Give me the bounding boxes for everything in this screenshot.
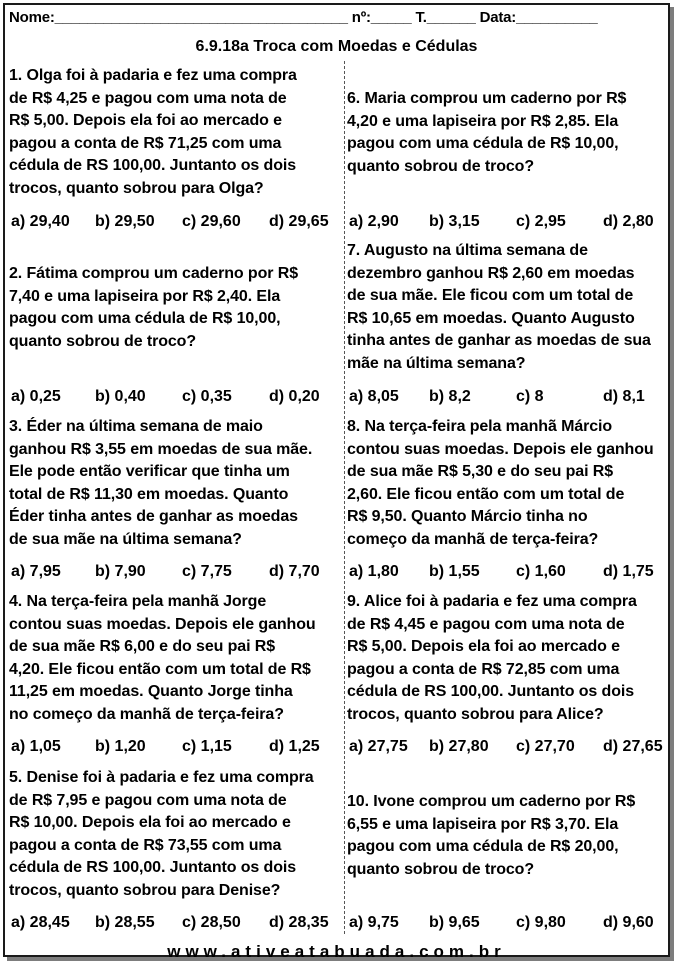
question-10-text: 10. Ivone comprou um caderno por R$ 6,55 e uma lapiseira por R$ 3,70. Ela pagou com uma cédula de R$ 20,00, quanto sobrou de troco? [347, 793, 636, 878]
option-a[interactable]: a) 28,45 [11, 914, 70, 931]
option-b[interactable]: b) 28,55 [95, 914, 155, 931]
question-2-text: 2. Fátima comprou um caderno por R$ 7,40 e uma lapiseira por R$ 2,40. Ela pagou com uma cédula de R$ 10,00, quanto sobrou de troco? [9, 265, 299, 350]
option-b[interactable]: b) 8,2 [429, 388, 471, 405]
option-d[interactable]: d) 2,80 [603, 213, 654, 230]
option-d[interactable]: d) 27,65 [603, 738, 663, 755]
option-c[interactable]: c) 28,50 [182, 914, 241, 931]
option-d[interactable]: d) 9,60 [603, 914, 654, 931]
option-b[interactable]: b) 9,65 [429, 914, 480, 931]
question-5-text: 5. Denise foi à padaria e fez uma compra de R$ 7,95 e pagou com uma nota de R$ 10,00. Depois ela foi ao mercado e pagou a conta de R$ 73,55 com uma cédula de RS 100,00. Juntanto os dois trocos, quanto sobrou para Denise? [9, 769, 314, 899]
option-a[interactable]: a) 2,90 [349, 213, 399, 230]
option-a[interactable]: a) 0,25 [11, 388, 61, 405]
option-a[interactable]: a) 9,75 [349, 914, 399, 931]
option-c[interactable]: c) 29,60 [182, 213, 241, 230]
website-footer[interactable]: www.ativeatabuada.com.br [167, 942, 506, 961]
option-d[interactable]: d) 0,20 [269, 388, 320, 405]
student-info-line: Nome:____________________________________ nº:_____ T.______ Data:__________ [9, 9, 598, 26]
question-8-text: 8. Na terça-feira pela manhã Márcio contou suas moedas. Depois ele ganhou de sua mãe R$ 5,30 e do seu pai R$ 2,60. Ele ficou então com um total de R$ 9,50. Quanto Márcio tinha no começo da manhã de terça-feira? [347, 418, 654, 548]
option-d[interactable]: d) 28,35 [269, 914, 329, 931]
worksheet [3, 3, 670, 961]
question-3-text: 3. Éder na última semana de maio ganhou R$ 3,55 em moedas de sua mãe. Ele pode então verificar que tinha um total de R$ 11,30 em moedas. Quanto Éder tinha antes de ganhar as moedas de sua mãe na última semana? [9, 418, 313, 548]
option-d[interactable]: d) 8,1 [603, 388, 645, 405]
option-b[interactable]: b) 27,80 [429, 738, 489, 755]
option-c[interactable]: c) 7,75 [182, 563, 232, 580]
option-b[interactable]: b) 1,20 [95, 738, 146, 755]
option-a[interactable]: a) 1,80 [349, 563, 399, 580]
question-4-text: 4. Na terça-feira pela manhã Jorge contou suas moedas. Depois ele ganhou de sua mãe R$ 6,00 e do seu pai R$ 4,20. Ele ficou então com um total de R$ 11,25 em moedas. Quanto Jorge tinha no começo da manhã de terça-feira? [9, 593, 316, 723]
question-6-text: 6. Maria comprou um caderno por R$ 4,20 e uma lapiseira por R$ 2,85. Ela pagou com uma cédula de R$ 10,00, quanto sobrou de troco? [347, 90, 627, 175]
option-b[interactable]: b) 1,55 [429, 563, 480, 580]
column-divider [344, 61, 345, 934]
option-c[interactable]: c) 0,35 [182, 388, 232, 405]
option-b[interactable]: b) 0,40 [95, 388, 146, 405]
option-c[interactable]: c) 2,95 [516, 213, 566, 230]
option-a[interactable]: a) 7,95 [11, 563, 61, 580]
option-b[interactable]: b) 7,90 [95, 563, 146, 580]
worksheet-title: 6.9.18a Troca com Moedas e Cédulas [195, 38, 478, 55]
option-a[interactable]: a) 29,40 [11, 213, 70, 230]
option-a[interactable]: a) 8,05 [349, 388, 399, 405]
option-c[interactable]: c) 9,80 [516, 914, 566, 931]
option-d[interactable]: d) 29,65 [269, 213, 329, 230]
option-c[interactable]: c) 8 [516, 388, 544, 405]
option-c[interactable]: c) 1,15 [182, 738, 232, 755]
question-9-text: 9. Alice foi à padaria e fez uma compra de R$ 4,45 e pagou com uma nota de R$ 5,00. Depois ela foi ao mercado e pagou a conta de R$ 72,85 com uma cédula de RS 100,00. Juntanto os dois trocos, quanto sobrou para Alice? [347, 593, 637, 723]
option-b[interactable]: b) 29,50 [95, 213, 155, 230]
option-d[interactable]: d) 7,70 [269, 563, 320, 580]
option-c[interactable]: c) 1,60 [516, 563, 566, 580]
option-c[interactable]: c) 27,70 [516, 738, 575, 755]
option-d[interactable]: d) 1,25 [269, 738, 320, 755]
option-d[interactable]: d) 1,75 [603, 563, 654, 580]
question-7-text: 7. Augusto na última semana de dezembro ganhou R$ 2,60 em moedas de sua mãe. Ele ficou com um total de R$ 10,65 em moedas. Quanto Augusto tinha antes de ganhar as moedas de sua mãe na última semana? [347, 242, 651, 372]
question-1-text: 1. Olga foi à padaria e fez uma compra de R$ 4,25 e pagou com uma nota de R$ 5,00. Depois ela foi ao mercado e pagou a conta de R$ 71,25 com uma cédula de RS 100,00. Juntanto os dois trocos, quanto sobrou para Olga? [9, 67, 297, 197]
option-b[interactable]: b) 3,15 [429, 213, 480, 230]
option-a[interactable]: a) 1,05 [11, 738, 61, 755]
option-a[interactable]: a) 27,75 [349, 738, 408, 755]
